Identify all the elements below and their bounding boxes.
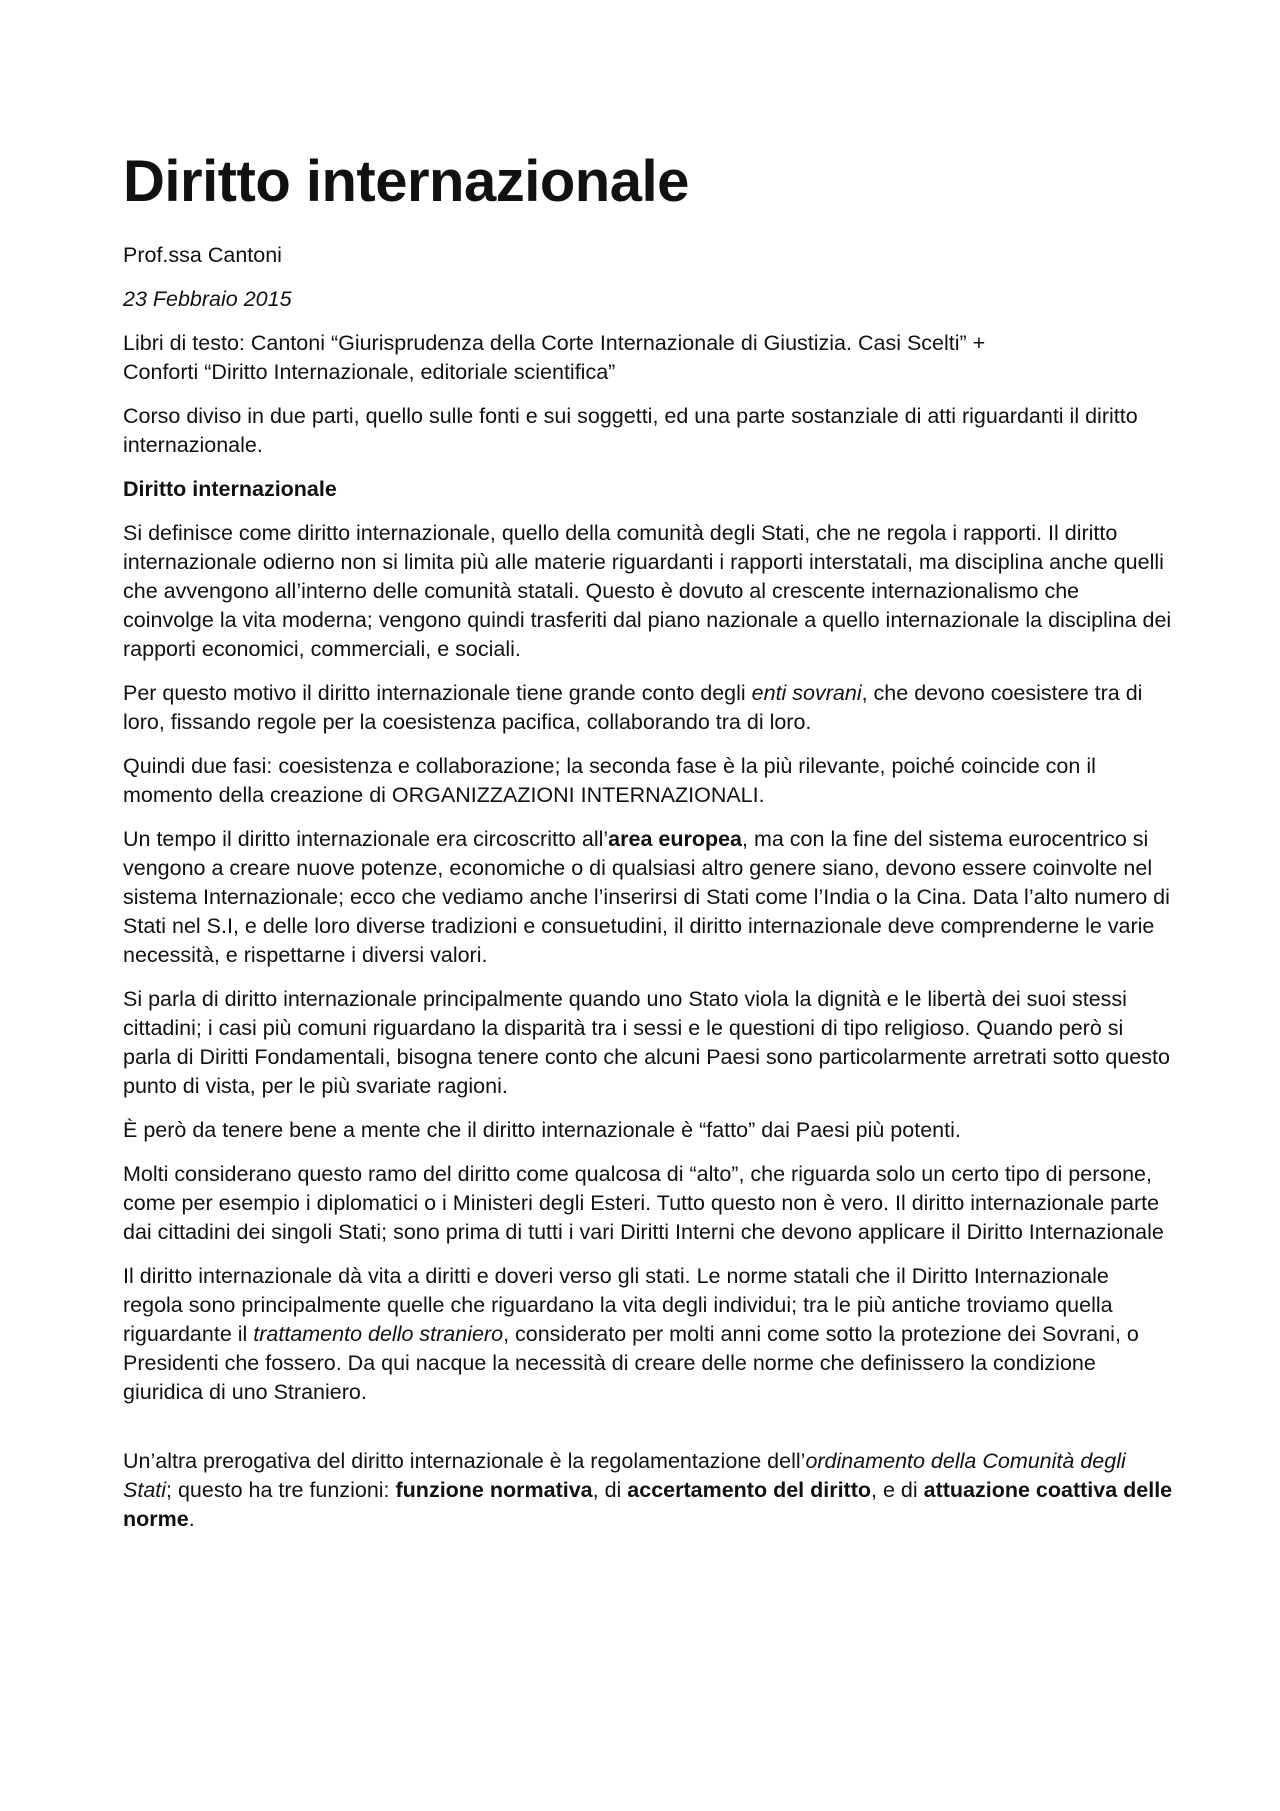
document-page [123, 150, 1173, 1549]
document-title: Diritto internazionale [123, 149, 689, 214]
strong-attuazione-coattiva: attuazione coattiva delle norme [123, 1477, 1173, 1531]
emphasis-enti-sovrani: enti sovrani [751, 680, 862, 705]
text-span: , considerato per molti anni come sotto la protezione dei Sovrani, o Presidenti che fossero. Da qui nacque la necessità di creare delle norme che definissero la condizione giuridica di uno Straniero. [123, 1321, 1139, 1404]
textbooks-line-2: Conforti “Diritto Internazionale, editoriale scientifica” [123, 359, 616, 384]
text-span: Un’altra prerogativa del diritto internazionale è la regolamentazione dell’ [123, 1448, 806, 1473]
emphasis-ordinamento: ordinamento della Comunità degli Stati [123, 1448, 1126, 1502]
emphasis-trattamento-straniero: trattamento dello straniero [253, 1321, 504, 1346]
course-paragraph: Corso diviso in due parti, quello sulle fonti e sui soggetti, ed una parte sostanziale di atti riguardanti il diritto internazionale. [123, 403, 1138, 457]
strong-funzione-normativa: funzione normativa [395, 1477, 593, 1502]
text-span: , ma con la fine del sistema eurocentrico si vengono a creare nuove potenze, economiche o di qualsiasi altro genere siano, devono essere coinvolte nel sistema Internazionale; ecco che vediamo anche l’inserirsi di Stati come l’India o la Cina. Data l’alto numero di Stati nel S.I, e delle loro diverse tradizioni e consuetudini, il diritto internazionale deve comprenderne le varie necessità, e rispettarne i diversi valori. [123, 826, 1170, 967]
phases-paragraph: Quindi due fasi: coesistenza e collaborazione; la seconda fase è la più rilevante, poiché coincide con il momento della creazione di ORGANIZZAZIONI INTERNAZIONALI. [123, 753, 1096, 807]
european-area-paragraph [123, 825, 1173, 970]
text-span: Per questo motivo il diritto internazionale tiene grande conto degli [123, 680, 752, 705]
text-span: , che devono coesistere tra di loro, fissando regole per la coesistenza pacifica, collaborando tra di loro. [123, 680, 1143, 734]
date-line: 23 Febbraio 2015 [123, 286, 292, 311]
rights-duties-paragraph [123, 1262, 1173, 1407]
text-span: ; questo ha tre funzioni: [166, 1477, 396, 1502]
definition-paragraph: Si definisce come diritto internazionale, quello della comunità degli Stati, che ne regola i rapporti. Il diritto internazionale odierno non si limita più alle materie riguardanti i rapporti interstatali, ma disciplina anche quelli che avvengono all’interno delle comunità statali. Questo è dovuto al crescente internazionalismo che coinvolge la vita moderna; vengono quindi trasferiti dal piano nazionale a quello internazionale la disciplina dei rapporti economici, commerciali, e sociali. [123, 520, 1172, 661]
text-span: Un tempo il diritto internazionale era circoscritto all’ [123, 826, 609, 851]
sovereign-entities-paragraph [123, 679, 1173, 737]
textbooks-line-1: Libri di testo: Cantoni “Giurisprudenza della Corte Internazionale di Giustizia. Casi Scelti” + [123, 330, 986, 355]
strong-accertamento-diritto: accertamento del diritto [627, 1477, 872, 1502]
text-span: , di [592, 1477, 628, 1502]
textbooks-paragraph [123, 329, 1173, 387]
author-line: Prof.ssa Cantoni [123, 242, 282, 267]
dignity-paragraph: Si parla di diritto internazionale principalmente quando uno Stato viola la dignità e le libertà dei suoi stessi cittadini; i casi più comuni riguardano la disparità tra i sessi e le questioni di tipo religioso. Quando però si parla di Diritti Fondamentali, bisogna tenere conto che alcuni Paesi sono particolarmente arretrati sotto questo punto di vista, per le più svariate ragioni. [123, 986, 1170, 1098]
text-span: Il diritto internazionale dà vita a diritti e doveri verso gli stati. Le norme statali che il Diritto Internazionale regola sono principalmente quelle che riguardano la vita degli individui; tra le più antiche troviamo quella riguardante il [123, 1263, 1113, 1346]
powerful-countries-paragraph: È però da tenere bene a mente che il diritto internazionale è “fatto” dai Paesi più potenti. [123, 1117, 961, 1142]
perception-paragraph: Molti considerano questo ramo del diritto come qualcosa di “alto”, che riguarda solo un certo tipo di persone, come per esempio i diplomatici o i Ministeri degli Esteri. Tutto questo non è vero. Il diritto internazionale parte dai cittadini dei singoli Stati; sono prima di tutti i vari Diritti Interni che devono applicare il Diritto Internazionale [123, 1161, 1164, 1244]
text-span: , e di [871, 1477, 924, 1502]
section-heading: Diritto internazionale [123, 476, 337, 501]
functions-paragraph [123, 1447, 1173, 1534]
text-span: . [188, 1506, 195, 1531]
strong-area-europea: area europea [608, 826, 743, 851]
